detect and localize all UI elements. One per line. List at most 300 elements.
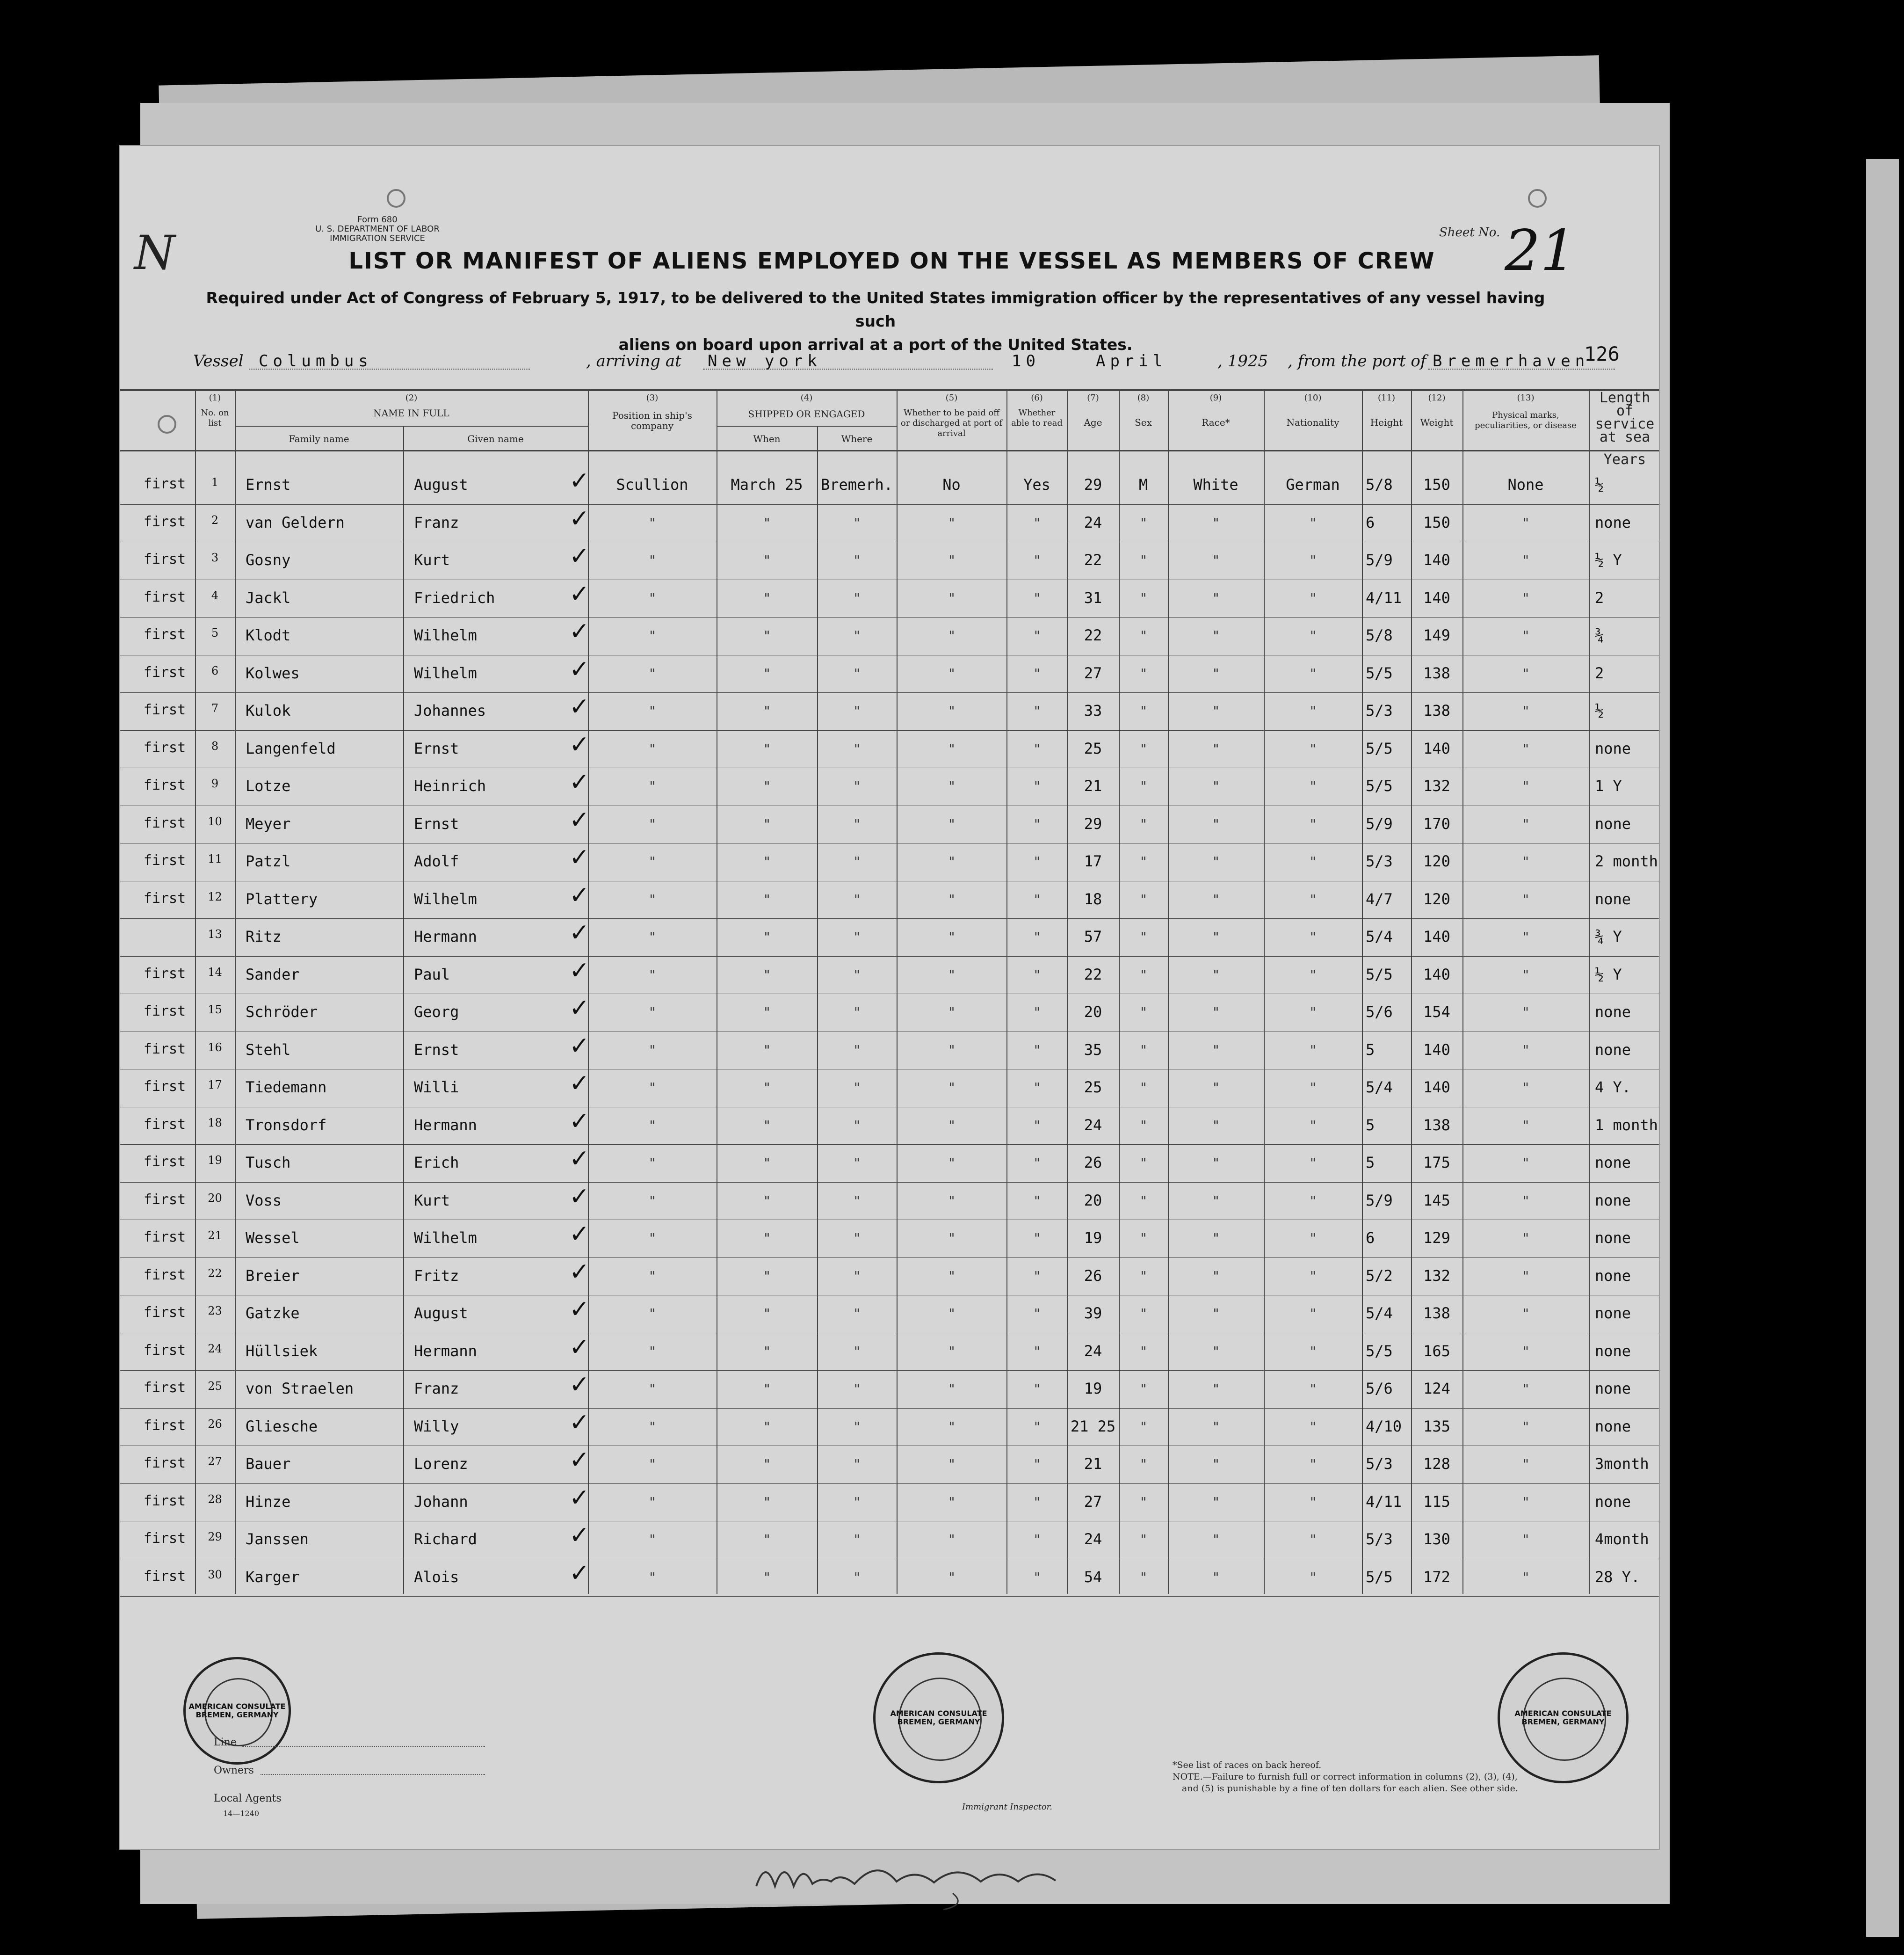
- ditto-mark: ": [1523, 1381, 1529, 1396]
- ditto-mark: ": [764, 929, 770, 945]
- ditto-mark: ": [1523, 1569, 1529, 1585]
- ditto-mark: ": [948, 665, 955, 681]
- ditto-mark: ": [1310, 967, 1316, 982]
- cell-weight: 172: [1423, 1568, 1450, 1586]
- ditto-mark: ": [1140, 1456, 1147, 1472]
- cell-weight: 120: [1423, 852, 1450, 870]
- ditto-mark: ": [854, 1569, 860, 1585]
- ditto-mark: ": [649, 854, 656, 869]
- cell-family: Klodt: [246, 626, 291, 644]
- ditto-mark: ": [1140, 741, 1147, 756]
- cell-weight: 132: [1423, 1266, 1450, 1285]
- ditto-mark: ": [1523, 703, 1529, 719]
- row-rule: [120, 504, 1659, 505]
- header-physical-marks: Physical marks, peculiarities, or disease: [1475, 410, 1577, 430]
- ditto-mark: ": [1523, 1230, 1529, 1246]
- cell-age: 54: [1084, 1568, 1102, 1586]
- cell-age: 29: [1084, 814, 1102, 833]
- margin-mark: N: [134, 225, 175, 280]
- ditto-mark: ": [1034, 778, 1040, 794]
- cell-mark: first: [143, 589, 186, 605]
- ditto-mark: ": [948, 628, 955, 643]
- ditto-mark: ": [948, 703, 955, 719]
- cell-service: ¾ Y: [1595, 928, 1622, 945]
- ditto-mark: ": [854, 891, 860, 907]
- ditto-mark: ": [948, 1532, 955, 1547]
- cell-no: 3: [211, 551, 219, 564]
- cell-family: Tronsdorf: [246, 1116, 327, 1134]
- ditto-mark: ": [854, 703, 860, 719]
- header-col3-num: (3): [646, 393, 659, 403]
- ditto-mark: ": [649, 929, 656, 945]
- ditto-mark: ": [1034, 741, 1040, 756]
- ditto-mark: ": [1310, 816, 1316, 832]
- cell-given: Richard: [414, 1530, 477, 1548]
- ditto-mark: ": [1034, 1192, 1040, 1208]
- ditto-mark: ": [1034, 967, 1040, 982]
- cell-weight: 124: [1423, 1380, 1450, 1397]
- header-list-no: No. on list: [201, 408, 229, 428]
- ditto-mark: ": [1310, 1080, 1316, 1095]
- check-mark-icon: ✓: [569, 542, 590, 570]
- check-mark-icon: ✓: [569, 1182, 590, 1211]
- cell-mark: first: [143, 1492, 186, 1509]
- ditto-mark: ": [854, 665, 860, 681]
- cell-height: 5/8: [1366, 626, 1393, 644]
- ditto-mark: ": [1523, 854, 1529, 869]
- cell-mark: first: [143, 702, 186, 718]
- ditto-mark: ": [764, 552, 770, 568]
- ditto-mark: ": [1213, 891, 1219, 907]
- ditto-mark: ": [1523, 741, 1529, 756]
- cell-mark: first: [143, 1380, 186, 1396]
- ditto-mark: ": [948, 1569, 955, 1585]
- cell-height: 5/4: [1366, 928, 1393, 945]
- header-where: Where: [841, 433, 873, 444]
- ditto-mark: ": [764, 1155, 770, 1170]
- ditto-mark: ": [1310, 590, 1316, 606]
- cell-family: Gatzke: [246, 1304, 300, 1322]
- ditto-mark: ": [854, 1192, 860, 1208]
- ditto-mark: ": [1310, 891, 1316, 907]
- ditto-mark: ": [649, 515, 656, 531]
- ditto-mark: ": [649, 1117, 656, 1133]
- ditto-mark: ": [948, 1230, 955, 1246]
- ditto-mark: ": [649, 816, 656, 832]
- ditto-mark: ": [1140, 1343, 1147, 1359]
- ditto-mark: ": [764, 1569, 770, 1585]
- ditto-mark: ": [1213, 1080, 1219, 1095]
- cell-family: Ritz: [246, 928, 282, 945]
- cell-service: ¾: [1595, 626, 1604, 644]
- cell-no: 10: [208, 814, 222, 828]
- ditto-mark: ": [764, 628, 770, 643]
- cell-given: Willy: [414, 1417, 459, 1435]
- ditto-mark: ": [948, 1042, 955, 1058]
- cell-no: 6: [211, 664, 219, 677]
- cell-service: 28 Y.: [1595, 1568, 1640, 1586]
- cell-position: Scullion: [616, 476, 688, 494]
- ditto-mark: ": [649, 741, 656, 756]
- cell-age: 26: [1084, 1266, 1102, 1285]
- cell-given: Ernst: [414, 814, 459, 833]
- cell-given: Kurt: [414, 551, 450, 569]
- ditto-mark: ": [1310, 1192, 1316, 1208]
- ditto-mark: ": [1140, 1192, 1147, 1208]
- ditto-mark: ": [1523, 1117, 1529, 1133]
- ditto-mark: ": [764, 1042, 770, 1058]
- check-mark-icon: ✓: [569, 618, 590, 646]
- header-col4-num: (4): [800, 393, 813, 403]
- ditto-mark: ": [649, 1456, 656, 1472]
- cell-given: Lorenz: [414, 1455, 468, 1473]
- ditto-mark: ": [1523, 1080, 1529, 1095]
- cell-family: Meyer: [246, 814, 291, 833]
- cell-height: 5/5: [1366, 777, 1393, 795]
- cell-height: 4/11: [1366, 589, 1402, 607]
- row-rule: [120, 1182, 1659, 1183]
- cell-age: 19: [1084, 1229, 1102, 1247]
- cell-service: ½ Y: [1595, 965, 1622, 983]
- ditto-mark: ": [1523, 1268, 1529, 1284]
- cell-age: 22: [1084, 626, 1102, 644]
- ditto-mark: ": [649, 1532, 656, 1547]
- ditto-mark: ": [649, 1042, 656, 1058]
- cell-mark: first: [143, 1116, 186, 1133]
- ditto-mark: ": [854, 967, 860, 982]
- ditto-mark: ": [1213, 1155, 1219, 1170]
- punch-hole: [387, 189, 405, 208]
- cell-given: Wilhelm: [414, 626, 477, 644]
- arrival-day: 10: [1012, 352, 1040, 371]
- cell-family: Janssen: [246, 1530, 309, 1548]
- ditto-mark: ": [1140, 1306, 1147, 1321]
- ditto-mark: ": [1310, 854, 1316, 869]
- cell-no: 18: [208, 1116, 222, 1129]
- ditto-mark: ": [854, 1494, 860, 1510]
- ditto-mark: ": [1140, 703, 1147, 719]
- cell-no: 26: [208, 1417, 222, 1431]
- cell-given: Alois: [414, 1568, 459, 1586]
- ditto-mark: ": [1213, 703, 1219, 719]
- ditto-mark: ": [854, 628, 860, 643]
- inspector-label: Immigrant Inspector.: [962, 1802, 1053, 1812]
- cell-family: Breier: [246, 1266, 300, 1285]
- cell-age: 29: [1084, 476, 1102, 494]
- ditto-mark: ": [854, 1418, 860, 1434]
- ditto-mark: ": [1523, 1155, 1529, 1170]
- footer-form-code: 14—1240: [223, 1809, 260, 1818]
- ditto-mark: ": [1140, 778, 1147, 794]
- ditto-mark: ": [1034, 1532, 1040, 1547]
- cell-family: Karger: [246, 1568, 300, 1586]
- subtitle-line: aliens on board upon arrival at a port of the United States.: [618, 335, 1133, 354]
- ditto-mark: ": [1213, 1306, 1219, 1321]
- cell-age: 17: [1084, 852, 1102, 870]
- cell-weight: 140: [1423, 589, 1450, 607]
- ditto-mark: ": [1310, 778, 1316, 794]
- ditto-mark: ": [1310, 1306, 1316, 1321]
- cell-family: Gliesche: [246, 1417, 318, 1435]
- ditto-mark: ": [764, 1192, 770, 1208]
- ditto-mark: ": [764, 1456, 770, 1472]
- ditto-mark: ": [1310, 1230, 1316, 1246]
- footer-note: *See list of races on back hereof.: [1173, 1760, 1322, 1770]
- cell-family: Hinze: [246, 1492, 291, 1511]
- cell-given: August: [414, 476, 468, 494]
- cell-age: 26: [1084, 1154, 1102, 1171]
- ditto-mark: ": [948, 1117, 955, 1133]
- cell-height: 5/3: [1366, 702, 1393, 719]
- ditto-mark: ": [764, 1418, 770, 1434]
- ditto-mark: ": [948, 590, 955, 606]
- cell-family: Stehl: [246, 1040, 291, 1059]
- cell-age: 21: [1084, 1455, 1102, 1473]
- ditto-mark: ": [1523, 590, 1529, 606]
- ditto-mark: ": [1213, 778, 1219, 794]
- cell-given: Hermann: [414, 928, 477, 945]
- cell-height: 5/5: [1366, 1342, 1393, 1360]
- ditto-mark: ": [854, 590, 860, 606]
- check-mark-icon: ✓: [569, 994, 590, 1022]
- ditto-mark: ": [1310, 1117, 1316, 1133]
- header-position: Position in ship's company: [612, 410, 692, 431]
- consulate-seal: [1498, 1652, 1629, 1783]
- check-mark-icon: ✓: [569, 1257, 590, 1286]
- cell-service: none: [1595, 1040, 1631, 1059]
- cell-family: Schröder: [246, 1003, 318, 1021]
- cell-given: Hermann: [414, 1116, 477, 1134]
- ditto-mark: ": [1213, 1456, 1219, 1472]
- header-col7-num: (7): [1087, 393, 1099, 403]
- ditto-mark: ": [1523, 778, 1529, 794]
- ditto-mark: ": [1213, 1004, 1219, 1020]
- cell-family: Gosny: [246, 551, 291, 569]
- cell-age: 27: [1084, 664, 1102, 682]
- cell-mark: first: [143, 890, 186, 907]
- header-able-to-read: Whether able to read: [1011, 408, 1063, 428]
- cell-family: Ernst: [246, 476, 291, 494]
- vessel-line: [193, 352, 1615, 375]
- cell-height: 5/5: [1366, 965, 1393, 983]
- ditto-mark: ": [1140, 1230, 1147, 1246]
- cell-no: 30: [208, 1568, 222, 1581]
- ditto-mark: ": [1213, 741, 1219, 756]
- cell-given: Wilhelm: [414, 664, 477, 682]
- ditto-mark: ": [764, 1306, 770, 1321]
- cell-family: Hüllsiek: [246, 1342, 318, 1360]
- cell-given: Fritz: [414, 1266, 459, 1285]
- cell-no: 16: [208, 1040, 222, 1054]
- ditto-mark: ": [1034, 1494, 1040, 1510]
- header-col13-num: (13): [1517, 393, 1535, 403]
- check-mark-icon: ✓: [569, 1521, 590, 1549]
- ditto-mark: ": [1034, 816, 1040, 832]
- ditto-mark: ": [1310, 1004, 1316, 1020]
- ditto-mark: ": [1034, 1155, 1040, 1170]
- ditto-mark: ": [1310, 703, 1316, 719]
- cell-height: 5/2: [1366, 1266, 1393, 1285]
- ditto-mark: ": [948, 1418, 955, 1434]
- ditto-mark: ": [1213, 1532, 1219, 1547]
- manifest-page: [119, 145, 1660, 1850]
- ditto-mark: ": [948, 929, 955, 945]
- cell-mark: first: [143, 1417, 186, 1434]
- cell-mark: first: [143, 551, 186, 567]
- cell-service: 2: [1595, 664, 1604, 682]
- ditto-mark: ": [1310, 1494, 1316, 1510]
- ditto-mark: ": [1213, 816, 1219, 832]
- cell-weight: 140: [1423, 551, 1450, 569]
- row-rule: [120, 918, 1659, 919]
- cell-no: 12: [208, 890, 222, 903]
- ditto-mark: ": [1213, 854, 1219, 869]
- cell-no: 21: [208, 1229, 222, 1242]
- consulate-seal: [873, 1652, 1004, 1783]
- ditto-mark: ": [948, 1343, 955, 1359]
- cell-family: Plattery: [246, 890, 318, 908]
- header-sex: Sex: [1135, 417, 1152, 428]
- cell-no: 1: [211, 476, 219, 489]
- cell-age: 20: [1084, 1191, 1102, 1209]
- cell-given: Wilhelm: [414, 1229, 477, 1247]
- page-title: LIST OR MANIFEST OF ALIENS EMPLOYED ON THE VESSEL AS MEMBERS OF CREW: [348, 248, 1435, 274]
- cell-age: 24: [1084, 513, 1102, 531]
- ditto-mark: ": [649, 1230, 656, 1246]
- ditto-mark: ": [1310, 1381, 1316, 1396]
- ditto-mark: ": [948, 778, 955, 794]
- check-mark-icon: ✓: [569, 467, 590, 495]
- cell-service: none: [1595, 739, 1631, 757]
- ditto-mark: ": [1523, 1192, 1529, 1208]
- cell-given: Ernst: [414, 739, 459, 757]
- ditto-mark: ": [1523, 665, 1529, 681]
- ditto-mark: ": [854, 1230, 860, 1246]
- ditto-mark: ": [1523, 552, 1529, 568]
- header-paid-off: Whether to be paid off or discharged at port of arrival: [900, 408, 1003, 438]
- cell-height: 6: [1366, 513, 1375, 531]
- ditto-mark: ": [649, 1268, 656, 1284]
- ditto-mark: ": [649, 1306, 656, 1321]
- ditto-mark: ": [1213, 1230, 1219, 1246]
- ditto-mark: ": [1140, 891, 1147, 907]
- cell-given: Heinrich: [414, 777, 486, 795]
- ditto-mark: ": [948, 854, 955, 869]
- cell-service: none: [1595, 814, 1631, 833]
- check-mark-icon: ✓: [569, 1107, 590, 1135]
- cell-mark: first: [143, 513, 186, 530]
- header-col9-num: (9): [1209, 393, 1222, 403]
- ditto-mark: ": [854, 1155, 860, 1170]
- ditto-mark: ": [854, 854, 860, 869]
- ditto-mark: ": [1140, 1155, 1147, 1170]
- ditto-mark: ": [649, 1192, 656, 1208]
- cell-mark: first: [143, 1530, 186, 1547]
- cell-age: 25: [1084, 1078, 1102, 1096]
- list-number: 126: [1584, 342, 1620, 365]
- ditto-mark: ": [1213, 1494, 1219, 1510]
- cell-given: Erich: [414, 1154, 459, 1171]
- ditto-mark: ": [764, 590, 770, 606]
- cell-family: von Straelen: [246, 1380, 354, 1397]
- ditto-mark: ": [948, 891, 955, 907]
- ditto-mark: ": [1034, 929, 1040, 945]
- cell-given: August: [414, 1304, 468, 1322]
- ditto-mark: ": [1310, 1532, 1316, 1547]
- header-length-of-service: Length of service at sea: [1595, 390, 1655, 445]
- header-race: Race*: [1202, 417, 1230, 428]
- ditto-mark: ": [1140, 590, 1147, 606]
- footer-note: NOTE.—Failure to furnish full or correct information in columns (2), (3), (4),: [1173, 1772, 1518, 1782]
- cell-no: 17: [208, 1078, 222, 1091]
- cell-race: White: [1193, 476, 1238, 494]
- cell-given: Georg: [414, 1003, 459, 1021]
- ditto-mark: ": [649, 628, 656, 643]
- cell-where: Bremerh.: [820, 476, 893, 494]
- cell-weight: 140: [1423, 739, 1450, 757]
- form-dept: U. S. DEPARTMENT OF LABOR: [315, 224, 440, 234]
- seal-text: AMERICAN CONSULATE BREMEN, GERMANY: [1514, 1709, 1612, 1726]
- ditto-mark: ": [854, 816, 860, 832]
- cell-service: none: [1595, 1417, 1631, 1435]
- check-mark-icon: ✓: [569, 1220, 590, 1248]
- header-name-in-full: NAME IN FULL: [373, 407, 449, 419]
- cell-weight: 138: [1423, 664, 1450, 682]
- cell-weight: 145: [1423, 1191, 1450, 1209]
- ditto-mark: ": [1310, 1418, 1316, 1434]
- ditto-mark: ": [1213, 552, 1219, 568]
- ditto-mark: ": [1140, 515, 1147, 531]
- cell-mark: first: [143, 1229, 186, 1245]
- adjacent-page-strip: [1866, 159, 1899, 1937]
- ditto-mark: ": [1213, 967, 1219, 982]
- cell-mark: first: [143, 1266, 186, 1283]
- ditto-mark: ": [649, 891, 656, 907]
- seal-text: AMERICAN CONSULATE BREMEN, GERMANY: [890, 1709, 987, 1726]
- ditto-mark: ": [1523, 1004, 1529, 1020]
- check-mark-icon: ✓: [569, 655, 590, 683]
- ditto-mark: ": [948, 1456, 955, 1472]
- ditto-mark: ": [1034, 1418, 1040, 1434]
- ditto-mark: ": [764, 854, 770, 869]
- cell-height: 4/7: [1366, 890, 1393, 908]
- seal-text: AMERICAN CONSULATE BREMEN, GERMANY: [188, 1702, 286, 1719]
- cell-weight: 154: [1423, 1003, 1450, 1021]
- ditto-mark: ": [764, 665, 770, 681]
- ditto-mark: ": [764, 1117, 770, 1133]
- ditto-mark: ": [1310, 515, 1316, 531]
- cell-mark: first: [143, 777, 186, 793]
- ditto-mark: ": [1213, 1192, 1219, 1208]
- cell-given: Adolf: [414, 852, 459, 870]
- check-mark-icon: ✓: [569, 730, 590, 759]
- cell-service: none: [1595, 1154, 1631, 1171]
- check-mark-icon: ✓: [569, 1483, 590, 1512]
- ditto-mark: ": [649, 1494, 656, 1510]
- ditto-mark: ": [1213, 665, 1219, 681]
- ditto-mark: ": [948, 1381, 955, 1396]
- ditto-mark: ": [948, 1155, 955, 1170]
- cell-age: 24: [1084, 1530, 1102, 1548]
- cell-no: 27: [208, 1455, 222, 1468]
- cell-age: 57: [1084, 928, 1102, 945]
- cell-no: 24: [208, 1342, 222, 1355]
- check-mark-icon: ✓: [569, 881, 590, 909]
- ditto-mark: ": [1310, 1155, 1316, 1170]
- ditto-mark: ": [1034, 1456, 1040, 1472]
- ditto-mark: ": [764, 1230, 770, 1246]
- cell-family: Sander: [246, 965, 300, 983]
